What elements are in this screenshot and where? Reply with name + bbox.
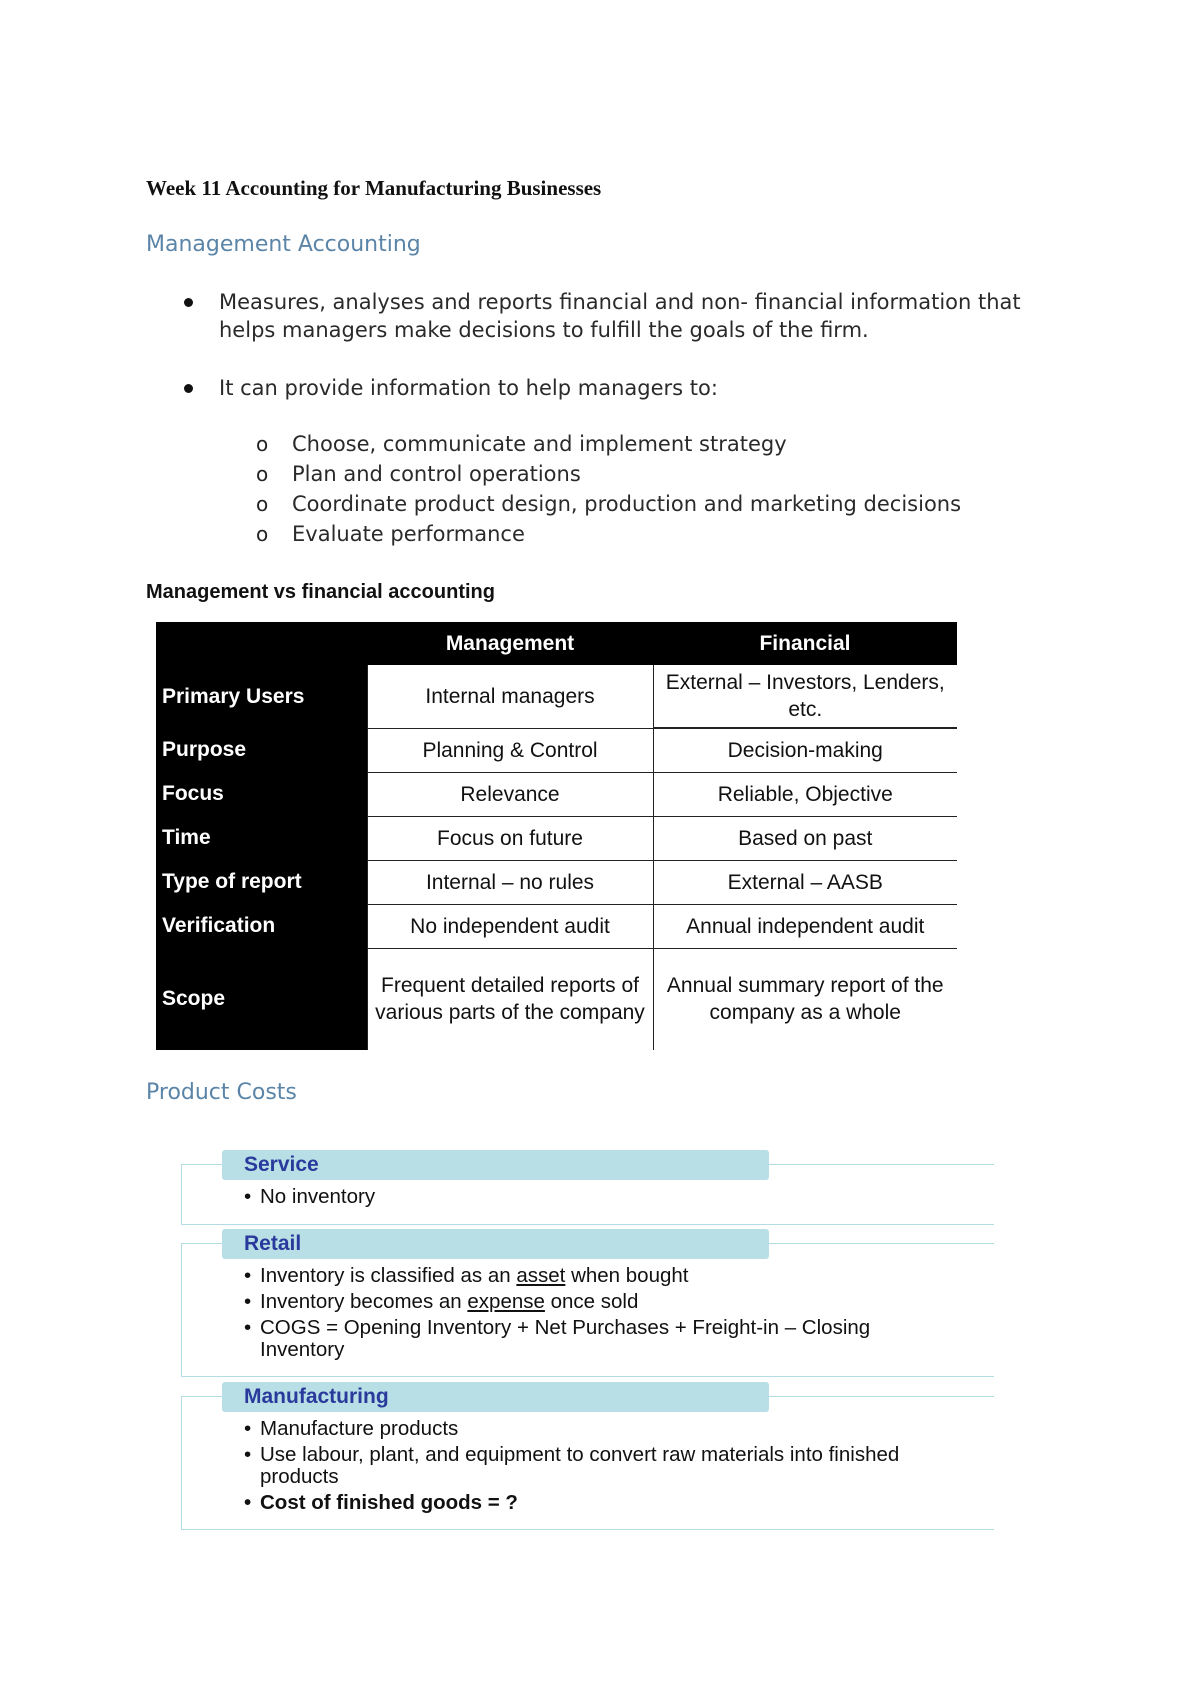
bullet-dot-icon: [184, 298, 193, 307]
list-item: [146, 459, 1046, 489]
column-header-financial: Financial: [653, 622, 957, 665]
list-item: [146, 374, 1046, 402]
comparison-heading: Management vs financial accounting: [146, 581, 495, 603]
comparison-table: [156, 622, 957, 1050]
table-row: [156, 728, 957, 772]
table-row: [156, 860, 957, 904]
row-header-purpose: Purpose: [156, 728, 367, 772]
retail-list: [244, 1265, 944, 1365]
table-cell-management: No independent audit: [367, 904, 653, 948]
list-item: • COGS = Opening Inventory + Net Purchases + Freight-in – Closing Inventory: [244, 1317, 944, 1361]
manager-uses-list: [146, 429, 1046, 549]
sub-bullet-text: Plan and control operations: [292, 462, 581, 486]
table-row: [156, 665, 957, 728]
service-title: Service: [222, 1150, 769, 1180]
circle-bullet-icon: o: [256, 492, 269, 516]
bullet-dot-icon: [184, 384, 193, 393]
bullet-text: It can provide information to help managers to:: [219, 376, 718, 400]
list-item: [146, 489, 1046, 519]
list-item: • Cost of finished goods = ?: [244, 1492, 944, 1514]
management-accounting-bullets-2: [146, 374, 1046, 402]
table-cell-financial: External – Investors, Lenders, etc.: [653, 665, 957, 728]
row-header-verification: Verification: [156, 904, 367, 948]
circle-bullet-icon: o: [256, 462, 269, 486]
management-accounting-heading: Management Accounting: [146, 232, 421, 257]
row-header-type-of-report: Type of report: [156, 860, 367, 904]
manufacturing-list: [244, 1418, 944, 1518]
asset-term: asset: [516, 1264, 566, 1287]
management-accounting-bullets: [146, 288, 1046, 344]
table-row: [156, 948, 957, 1050]
table-row: [156, 816, 957, 860]
table-cell-management: Internal managers: [367, 665, 653, 728]
service-list: [244, 1186, 944, 1212]
table-row: [156, 904, 957, 948]
page-title: Week 11 Accounting for Manufacturing Businesses: [146, 176, 602, 200]
row-header-primary-users: Primary Users: [156, 665, 367, 728]
table-cell-management: Relevance: [367, 772, 653, 816]
bullet-text: Measures, analyses and reports financial and non- financial information that helps managers make decisions to fulfill the goals of the firm.: [219, 290, 1021, 342]
table-cell-management: Internal – no rules: [367, 860, 653, 904]
circle-bullet-icon: o: [256, 522, 269, 546]
table-cell-management: Focus on future: [367, 816, 653, 860]
sub-bullet-text: Coordinate product design, production and marketing decisions: [292, 492, 962, 516]
table-cell-financial: Decision-making: [653, 728, 957, 772]
circle-bullet-icon: o: [256, 432, 269, 456]
service-panel: [181, 1150, 994, 1225]
column-header-management: Management: [367, 622, 653, 665]
table-cell-financial: Annual independent audit: [653, 904, 957, 948]
product-costs-heading: Product Costs: [146, 1080, 297, 1105]
table-row: [156, 772, 957, 816]
list-item: [146, 519, 1046, 549]
sub-bullet-text: Choose, communicate and implement strategy: [292, 432, 787, 456]
retail-title: Retail: [222, 1229, 769, 1259]
expense-term: expense: [467, 1290, 545, 1313]
list-item: • Inventory becomes an expense once sold: [244, 1291, 944, 1313]
list-item: • Manufacture products: [244, 1418, 944, 1440]
table-cell-management: Frequent detailed reports of various parts of the company: [367, 948, 653, 1050]
manufacturing-panel: [181, 1382, 994, 1530]
retail-panel: [181, 1229, 994, 1377]
list-item: [146, 429, 1046, 459]
row-header-scope: Scope: [156, 948, 367, 1050]
list-item: • Use labour, plant, and equipment to convert raw materials into finished products: [244, 1444, 944, 1488]
table-cell-management: Planning & Control: [367, 728, 653, 772]
table-header-row: [156, 622, 957, 665]
row-header-time: Time: [156, 816, 367, 860]
list-item: • No inventory: [244, 1186, 944, 1208]
table-cell-financial: Reliable, Objective: [653, 772, 957, 816]
manufacturing-title: Manufacturing: [222, 1382, 769, 1412]
table-cell-financial: External – AASB: [653, 860, 957, 904]
table-cell-financial: Based on past: [653, 816, 957, 860]
list-item: [146, 288, 1046, 344]
table-cell-financial: Annual summary report of the company as a whole: [653, 948, 957, 1050]
sub-bullet-text: Evaluate performance: [292, 522, 525, 546]
row-header-focus: Focus: [156, 772, 367, 816]
list-item: • Inventory is classified as an asset when bought: [244, 1265, 944, 1287]
table-corner-cell: [156, 622, 367, 665]
